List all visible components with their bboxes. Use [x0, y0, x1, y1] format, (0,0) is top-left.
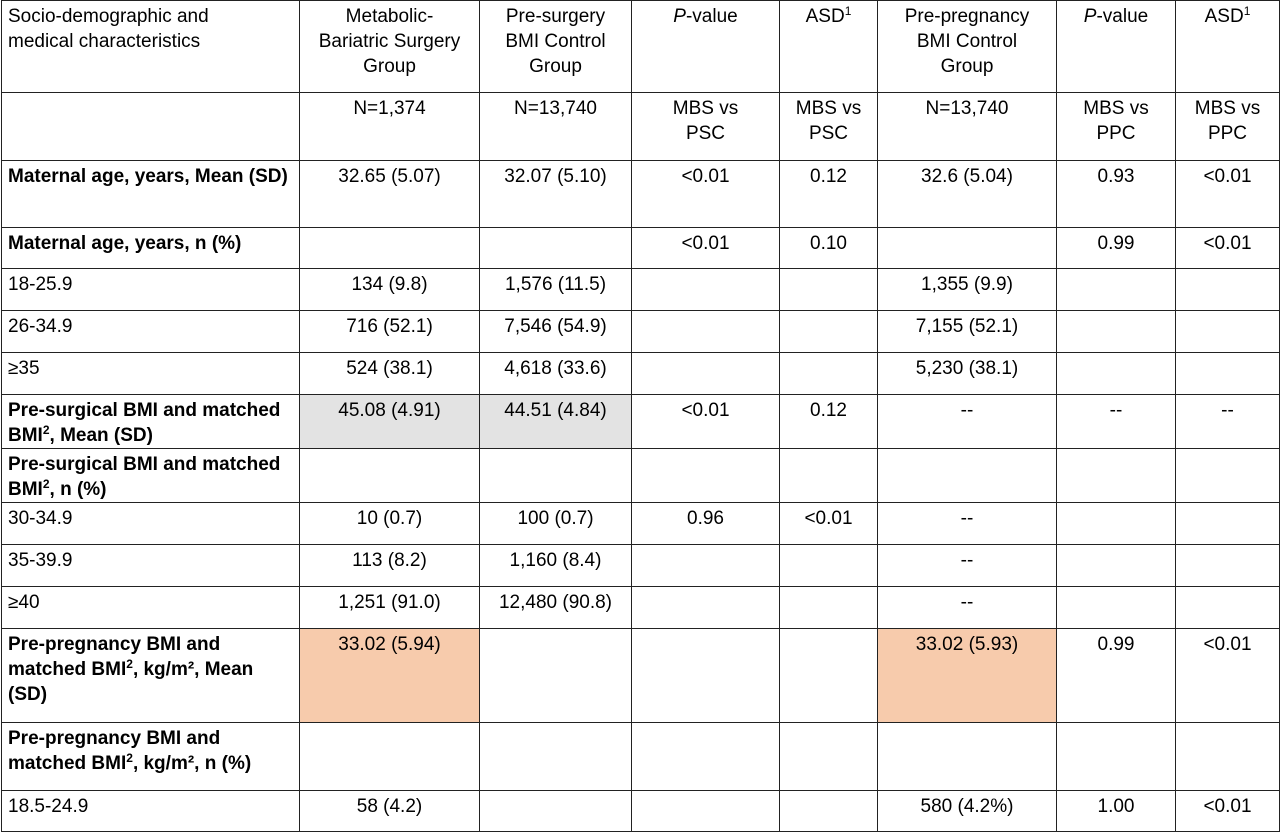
- header-p-value-2: P-value: [1057, 1, 1176, 93]
- cell-asd2: <0.01: [1176, 791, 1280, 832]
- cell-p2: [1057, 723, 1176, 791]
- cell-asd2: [1176, 449, 1280, 503]
- table-row: [2, 353, 1280, 395]
- cell-ppc: [878, 723, 1057, 791]
- comparison-p-2: MBS vs PPC: [1057, 93, 1176, 161]
- row-label: Pre-surgical BMI and matched BMI$^2$, n (%): [2, 449, 300, 503]
- cell-mbs: [300, 723, 480, 791]
- cell-psc: 44.51 (4.84): [480, 395, 632, 449]
- cell-p1: [632, 353, 780, 395]
- comparison-p-1: MBS vs PSC: [632, 93, 780, 161]
- row-label: Maternal age, years, n (%): [2, 228, 300, 269]
- table-row: [2, 449, 1280, 503]
- row-label: Pre-surgical BMI and matched BMI$^2$, Mean (SD): [2, 395, 300, 449]
- cell-asd1: [780, 311, 878, 353]
- cell-asd1: [780, 269, 878, 311]
- cell-mbs: 58 (4.2): [300, 791, 480, 832]
- row-label: 18-25.9: [2, 269, 300, 311]
- header-p-value-1: P-value: [632, 1, 780, 93]
- cell-psc: [480, 228, 632, 269]
- table-row: [2, 629, 1280, 723]
- cell-ppc: 33.02 (5.93): [878, 629, 1057, 723]
- cell-asd2: [1176, 311, 1280, 353]
- cell-ppc: 1,355 (9.9): [878, 269, 1057, 311]
- cell-p2: [1057, 269, 1176, 311]
- cell-asd1: [780, 723, 878, 791]
- cell-asd1: 0.10: [780, 228, 878, 269]
- cell-mbs: 113 (8.2): [300, 545, 480, 587]
- cell-p2: --: [1057, 395, 1176, 449]
- cell-asd1: [780, 353, 878, 395]
- characteristics-table: [1, 0, 1280, 832]
- table-row: [2, 269, 1280, 311]
- cell-asd1: <0.01: [780, 503, 878, 545]
- cell-ppc: 32.6 (5.04): [878, 161, 1057, 228]
- cell-asd2: [1176, 587, 1280, 629]
- cell-p2: 1.00: [1057, 791, 1176, 832]
- header-mbs-group: Metabolic- Bariatric Surgery Group: [300, 1, 480, 93]
- table-row: [2, 587, 1280, 629]
- cell-ppc: [878, 228, 1057, 269]
- cell-ppc: --: [878, 545, 1057, 587]
- cell-ppc: --: [878, 395, 1057, 449]
- row-label: 18.5-24.9: [2, 791, 300, 832]
- cell-asd1: [780, 791, 878, 832]
- cell-p2: [1057, 503, 1176, 545]
- cell-mbs: 10 (0.7): [300, 503, 480, 545]
- n-ppc: N=13,740: [878, 93, 1057, 161]
- header-psc-group: Pre-surgery BMI Control Group: [480, 1, 632, 93]
- cell-p2: 0.99: [1057, 228, 1176, 269]
- cell-asd2: [1176, 503, 1280, 545]
- row-label: ≥35: [2, 353, 300, 395]
- cell-ppc: 7,155 (52.1): [878, 311, 1057, 353]
- table-row: [2, 791, 1280, 832]
- cell-mbs: 33.02 (5.94): [300, 629, 480, 723]
- n-psc: N=13,740: [480, 93, 632, 161]
- cell-ppc: --: [878, 503, 1057, 545]
- cell-p1: <0.01: [632, 228, 780, 269]
- cell-asd2: [1176, 545, 1280, 587]
- cell-psc: 100 (0.7): [480, 503, 632, 545]
- cell-psc: 1,160 (8.4): [480, 545, 632, 587]
- table-row: [2, 228, 1280, 269]
- cell-psc: 12,480 (90.8): [480, 587, 632, 629]
- cell-asd1: 0.12: [780, 161, 878, 228]
- cell-p1: [632, 269, 780, 311]
- header-ppc-group: Pre-pregnancy BMI Control Group: [878, 1, 1057, 93]
- cell-psc: 7,546 (54.9): [480, 311, 632, 353]
- cell-p2: [1057, 449, 1176, 503]
- table-row: [2, 161, 1280, 228]
- header-row-counts: [2, 93, 1280, 161]
- cell-asd2: <0.01: [1176, 629, 1280, 723]
- cell-mbs: 45.08 (4.91): [300, 395, 480, 449]
- cell-asd2: [1176, 269, 1280, 311]
- cell-p1: [632, 449, 780, 503]
- table-row: [2, 503, 1280, 545]
- cell-ppc: 580 (4.2%): [878, 791, 1057, 832]
- cell-p1: <0.01: [632, 395, 780, 449]
- cell-asd1: [780, 449, 878, 503]
- cell-psc: [480, 791, 632, 832]
- row-label: 30-34.9: [2, 503, 300, 545]
- table-row: [2, 311, 1280, 353]
- comparison-asd-2: MBS vs PPC: [1176, 93, 1280, 161]
- cell-mbs: 32.65 (5.07): [300, 161, 480, 228]
- cell-asd1: [780, 545, 878, 587]
- header-asd-2: ASD$^1$: [1176, 1, 1280, 93]
- cell-psc: 4,618 (33.6): [480, 353, 632, 395]
- row-label: Maternal age, years, Mean (SD): [2, 161, 300, 228]
- cell-mbs: 524 (38.1): [300, 353, 480, 395]
- cell-ppc: [878, 449, 1057, 503]
- cell-psc: [480, 629, 632, 723]
- cell-mbs: 1,251 (91.0): [300, 587, 480, 629]
- cell-ppc: --: [878, 587, 1057, 629]
- cell-asd2: [1176, 353, 1280, 395]
- row-label: ≥40: [2, 587, 300, 629]
- comparison-asd-1: MBS vs PSC: [780, 93, 878, 161]
- header-asd-1: ASD$^1$: [780, 1, 878, 93]
- header-row-titles: [2, 1, 1280, 93]
- cell-asd1: [780, 587, 878, 629]
- cell-p2: [1057, 353, 1176, 395]
- cell-psc: 32.07 (5.10): [480, 161, 632, 228]
- cell-p2: [1057, 545, 1176, 587]
- cell-ppc: 5,230 (38.1): [878, 353, 1057, 395]
- cell-p1: [632, 545, 780, 587]
- row-label: Pre-pregnancy BMI and matched BMI$^2$, kg/m², Mean (SD): [2, 629, 300, 723]
- cell-p2: 0.93: [1057, 161, 1176, 228]
- cell-p1: [632, 311, 780, 353]
- cell-p2: 0.99: [1057, 629, 1176, 723]
- cell-asd1: 0.12: [780, 395, 878, 449]
- cell-p1: [632, 791, 780, 832]
- cell-p1: 0.96: [632, 503, 780, 545]
- cell-mbs: 716 (52.1): [300, 311, 480, 353]
- cell-p1: [632, 723, 780, 791]
- cell-asd2: <0.01: [1176, 228, 1280, 269]
- cell-mbs: [300, 228, 480, 269]
- header-characteristics: Socio-demographic and medical characteristics: [2, 1, 300, 93]
- row-label: 35-39.9: [2, 545, 300, 587]
- cell-psc: [480, 723, 632, 791]
- cell-p1: [632, 587, 780, 629]
- table-row: [2, 545, 1280, 587]
- n-mbs: N=1,374: [300, 93, 480, 161]
- header-empty-cell: [2, 93, 300, 161]
- cell-psc: 1,576 (11.5): [480, 269, 632, 311]
- cell-psc: [480, 449, 632, 503]
- row-label: 26-34.9: [2, 311, 300, 353]
- cell-mbs: [300, 449, 480, 503]
- table-row: [2, 723, 1280, 791]
- cell-asd1: [780, 629, 878, 723]
- cell-p2: [1057, 311, 1176, 353]
- row-label: Pre-pregnancy BMI and matched BMI$^2$, kg/m², n (%): [2, 723, 300, 791]
- cell-mbs: 134 (9.8): [300, 269, 480, 311]
- cell-p1: [632, 629, 780, 723]
- cell-p1: <0.01: [632, 161, 780, 228]
- table-row: [2, 395, 1280, 449]
- cell-asd2: <0.01: [1176, 161, 1280, 228]
- cell-asd2: [1176, 723, 1280, 791]
- cell-asd2: --: [1176, 395, 1280, 449]
- cell-p2: [1057, 587, 1176, 629]
